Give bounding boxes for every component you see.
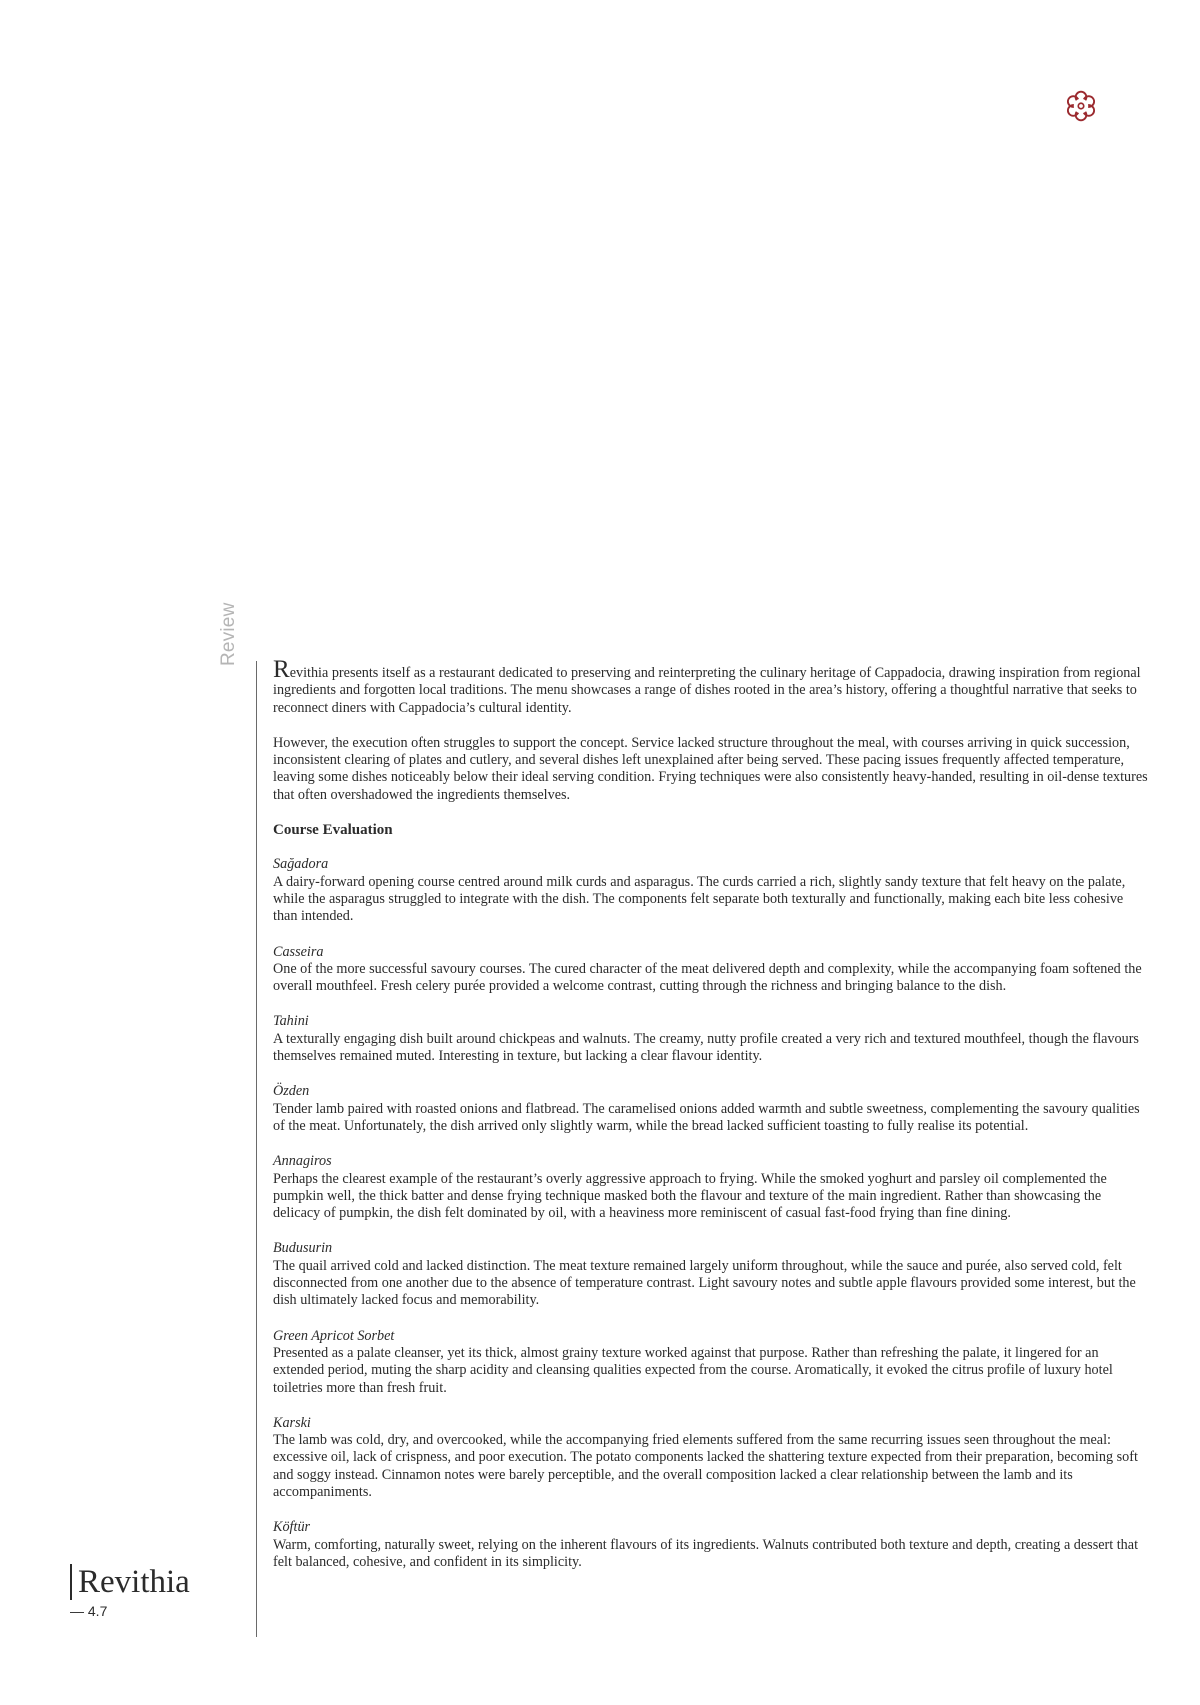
course-item [273,1013,1150,1065]
section-title: Course Evaluation [273,822,393,839]
course-description: Tender lamb paired with roasted onions and flatbread. The caramelised onions added warmth and subtle sweetness, complementing the savoury qualities of the meat. Unfortunately, the dish arrived only slightly warm, while the bread lacked sufficient toasting to fully realise its potential. [273,1100,1140,1134]
vertical-divider [256,661,257,1637]
course-description: One of the more successful savoury courses. The cured character of the meat delivered depth and complexity, while the accompanying foam softened the overall mouthfeel. Fresh celery purée provided a welcome contrast, cutting through the richness and bringing balance to the dish. [273,960,1142,995]
michelin-flower-icon [1064,89,1098,123]
course-item [273,1083,1150,1135]
restaurant-rating: — 4.7 [70,1603,108,1619]
intro-paragraph-2: However, the execution often struggles to support the concept. Service lacked structure throughout the meal, with courses arriving in quick succession, inconsistent clearing of plates and cutlery, and several dishes left unexplained after being served. These pacing issues frequently affected temperature, leaving some dishes noticeably below their ideal serving condition. Frying techniques were also consistently heavy-handed, resulting in oil-dense textures that often overshadowed the ingredients themselves. [273,734,1148,803]
course-item [273,944,1150,996]
course-item [273,1153,1150,1222]
course-description: The lamb was cold, dry, and overcooked, while the accompanying fried elements suffered from the same recurring issues seen throughout the meal: excessive oil, lack of crispness, and poor execution. The potato components lacked the shattering texture expected from their preparation, becoming soft and soggy instead. Cinnamon notes were barely perceptible, and the overall composition lacked a clear relationship between the lamb and its accompaniments. [273,1432,1138,1500]
course-description: Presented as a palate cleanser, yet its thick, almost grainy texture worked against that purpose. Rather than refreshing the palate, it lingered for an extended period, muting the sharp acidity and cleansing qualities expected from the course. Aromatically, it evoked the citrus profile of luxury hotel toiletries more than fresh fruit. [273,1344,1113,1396]
course-name: Casseira [273,943,324,960]
restaurant-name: Revithia [70,1564,190,1600]
course-item [273,1240,1150,1309]
intro-paragraph-1 [273,656,1150,717]
course-description: Perhaps the clearest example of the restaurant’s overly aggressive approach to frying. While the smoked yoghurt and parsley oil complemented the pumpkin well, the thick batter and dense frying technique masked both the flavour and texture of the main ingredient. Rather than showcasing the delicacy of pumpkin, the dish felt dominated by oil, with a heaviness more reminiscent of casual fast-food frying than fine dining. [273,1170,1107,1222]
course-name: Tahini [273,1013,309,1030]
section-label-review: Review [218,602,239,666]
intro-paragraph-1-text: evithia presents itself as a restaurant dedicated to preserving and reinterpreting the culinary heritage of Cappadocia, drawing inspiration from regional ingredients and forgotten local traditions. The menu showcases a range of dishes rooted in the area’s history, offering a thoughtful narrative that seeks to reconnect diners with Cappadocia’s cultural identity. [273,665,1141,716]
course-name: Annagiros [273,1153,332,1170]
course-name: Budusurin [273,1240,333,1257]
restaurant-header [70,1564,190,1619]
review-body [273,656,1150,1589]
course-name: Karski [273,1414,311,1431]
course-name: Özden [273,1083,310,1100]
course-name: Sağadora [273,856,329,873]
course-description: The quail arrived cold and lacked distinction. The meat texture remained largely uniform throughout, while the sauce and purée, also served cold, felt disconnected from one another due to the absence of temperature contrast. Light savoury notes and subtle apple flavours provided some interest, but the dish ultimately lacked focus and memorability. [273,1257,1136,1309]
course-item [273,1328,1150,1397]
course-description: A texturally engaging dish built around chickpeas and walnuts. The creamy, nutty profile created a very rich and textured mouthfeel, though the flavours themselves remained muted. Interesting in texture, but lacking a clear flavour identity. [273,1030,1139,1065]
course-description: Warm, comforting, naturally sweet, relying on the inherent flavours of its ingredients. Walnuts contributed both texture and depth, creating a dessert that felt balanced, cohesive, and confident in its simplicity. [273,1536,1139,1570]
course-name: Köftür [273,1519,311,1536]
course-item [273,1415,1150,1501]
course-name: Green Apricot Sorbet [273,1327,395,1344]
course-item [273,856,1150,925]
drop-cap: R [273,656,290,683]
course-item [273,1519,1150,1571]
course-description: A dairy-forward opening course centred around milk curds and asparagus. The curds carried a rich, slightly sandy texture that felt heavy on the palate, while the asparagus struggled to integrate with the dish. The components felt separate both texturally and functionally, making each bite less cohesive than intended. [273,873,1126,925]
